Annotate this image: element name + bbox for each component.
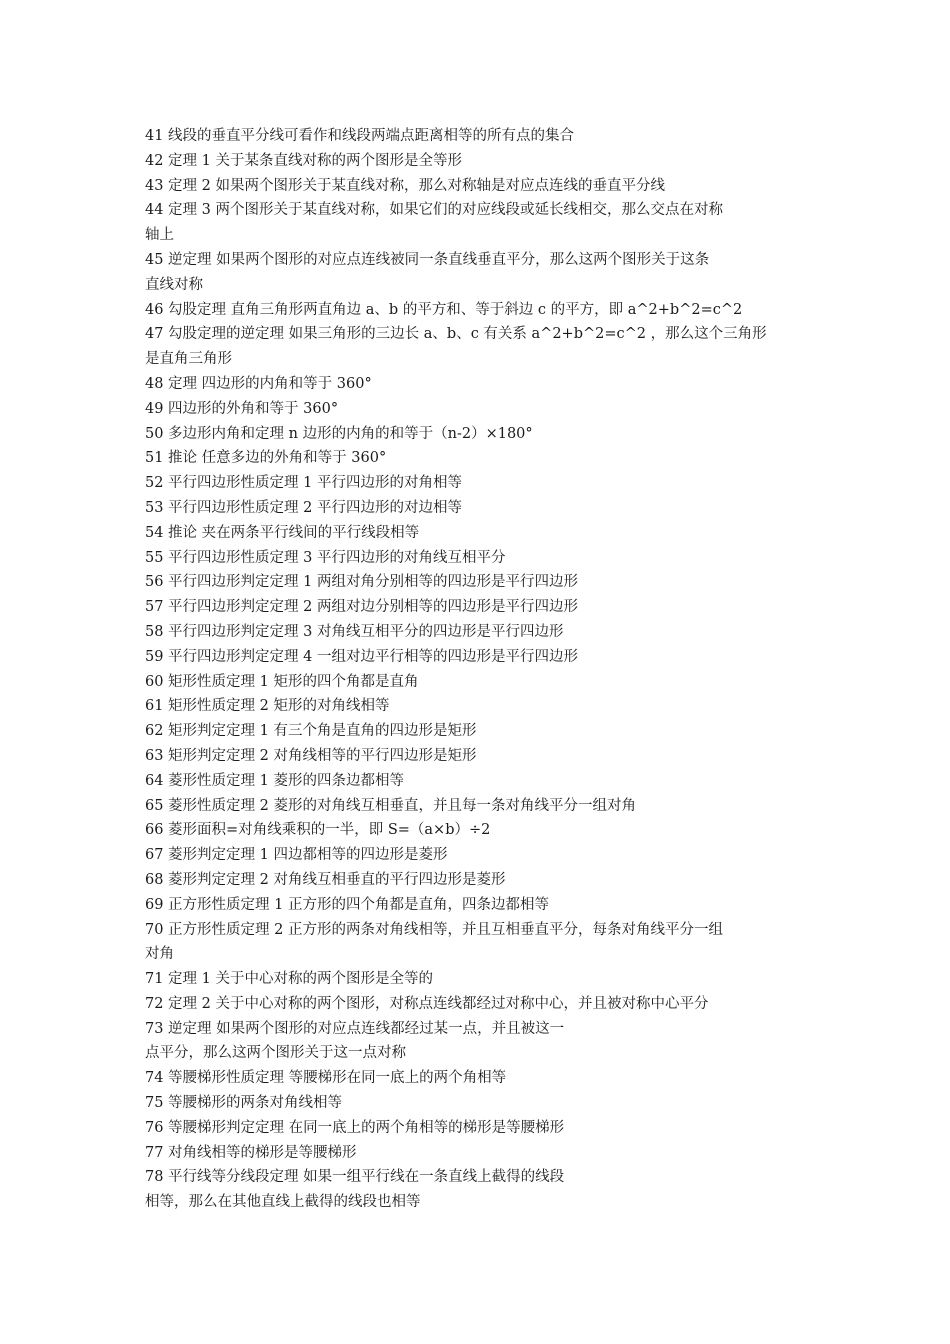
text-line: 44 定理 3 两个图形关于某直线对称，如果它们的对应线段或延长线相交，那么交点在对称 [145,202,723,219]
text-line: 55 平行四边形性质定理 3 平行四边形的对角线互相平分 [145,549,506,566]
text-line: 43 定理 2 如果两个图形关于某直线对称，那么对称轴是对应点连线的垂直平分线 [145,177,666,194]
text-line: 62 矩形判定定理 1 有三个角是直角的四边形是矩形 [145,723,477,740]
text-line: 轴上 [145,227,174,244]
text-line: 71 定理 1 关于中心对称的两个图形是全等的 [145,971,434,988]
text-line: 67 菱形判定定理 1 四边都相等的四边形是菱形 [145,847,448,864]
text-line: 直线对称 [145,276,203,293]
text-line: 57 平行四边形判定定理 2 两组对边分别相等的四边形是平行四边形 [145,599,579,616]
text-line: 点平分，那么这两个图形关于这一点对称 [145,1045,406,1062]
text-line: 53 平行四边形性质定理 2 平行四边形的对边相等 [145,499,463,516]
text-line: 58 平行四边形判定定理 3 对角线互相平分的四边形是平行四边形 [145,623,564,640]
text-line: 75 等腰梯形的两条对角线相等 [145,1095,343,1112]
text-line: 69 正方形性质定理 1 正方形的四个角都是直角，四条边都相等 [145,896,550,913]
text-line: 51 推论 任意多边的外角和等于 360° [145,450,387,467]
text-line: 42 定理 1 关于某条直线对称的两个图形是全等形 [145,152,463,169]
text-line: 49 四边形的外角和等于 360° [145,400,339,417]
text-line: 64 菱形性质定理 1 菱形的四条边都相等 [145,772,405,789]
text-line: 66 菱形面积=对角线乘积的一半，即 S=（a×b）÷2 [145,822,491,839]
text-line: 是直角三角形 [145,351,232,368]
document-body [145,124,810,1215]
text-line: 相等，那么在其他直线上截得的线段也相等 [145,1194,421,1211]
text-line: 74 等腰梯形性质定理 等腰梯形在同一底上的两个角相等 [145,1070,507,1087]
text-line: 47 勾股定理的逆定理 如果三角形的三边长 a、b、c 有关系 a^2+b^2=c^2 ，那么这个三角形 [145,326,767,343]
text-line: 77 对角线相等的梯形是等腰梯形 [145,1144,357,1161]
text-line: 68 菱形判定定理 2 对角线互相垂直的平行四边形是菱形 [145,871,506,888]
text-line: 54 推论 夹在两条平行线间的平行线段相等 [145,524,420,541]
text-line: 73 逆定理 如果两个图形的对应点连线都经过某一点，并且被这一 [145,1020,565,1037]
text-line: 63 矩形判定定理 2 对角线相等的平行四边形是矩形 [145,747,477,764]
text-line: 72 定理 2 关于中心对称的两个图形，对称点连线都经过对称中心，并且被对称中心平分 [145,995,709,1012]
text-line: 78 平行线等分线段定理 如果一组平行线在一条直线上截得的线段 [145,1169,565,1186]
text-line: 46 勾股定理 直角三角形两直角边 a、b 的平方和、等于斜边 c 的平方，即 a^2+b^2=c^2 [145,301,743,318]
text-line: 76 等腰梯形判定定理 在同一底上的两个角相等的梯形是等腰梯形 [145,1119,565,1136]
text-line: 65 菱形性质定理 2 菱形的对角线互相垂直，并且每一条对角线平分一组对角 [145,797,637,814]
text-line: 56 平行四边形判定定理 1 两组对角分别相等的四边形是平行四边形 [145,574,579,591]
text-line: 59 平行四边形判定定理 4 一组对边平行相等的四边形是平行四边形 [145,648,579,665]
text-line: 41 线段的垂直平分线可看作和线段两端点距离相等的所有点的集合 [145,128,575,144]
text-line: 52 平行四边形性质定理 1 平行四边形的对角相等 [145,475,463,492]
text-line: 61 矩形性质定理 2 矩形的对角线相等 [145,698,390,715]
text-line: 48 定理 四边形的内角和等于 360° [145,375,372,392]
text-line: 70 正方形性质定理 2 正方形的两条对角线相等，并且互相垂直平分，每条对角线平分一组 [145,921,723,938]
text-line: 45 逆定理 如果两个图形的对应点连线被同一条直线垂直平分，那么这两个图形关于这条 [145,251,710,268]
text-line: 60 矩形性质定理 1 矩形的四个角都是直角 [145,673,419,690]
text-line: 对角 [145,946,174,963]
text-line: 50 多边形内角和定理 n 边形的内角的和等于（n-2）×180° [145,425,533,442]
